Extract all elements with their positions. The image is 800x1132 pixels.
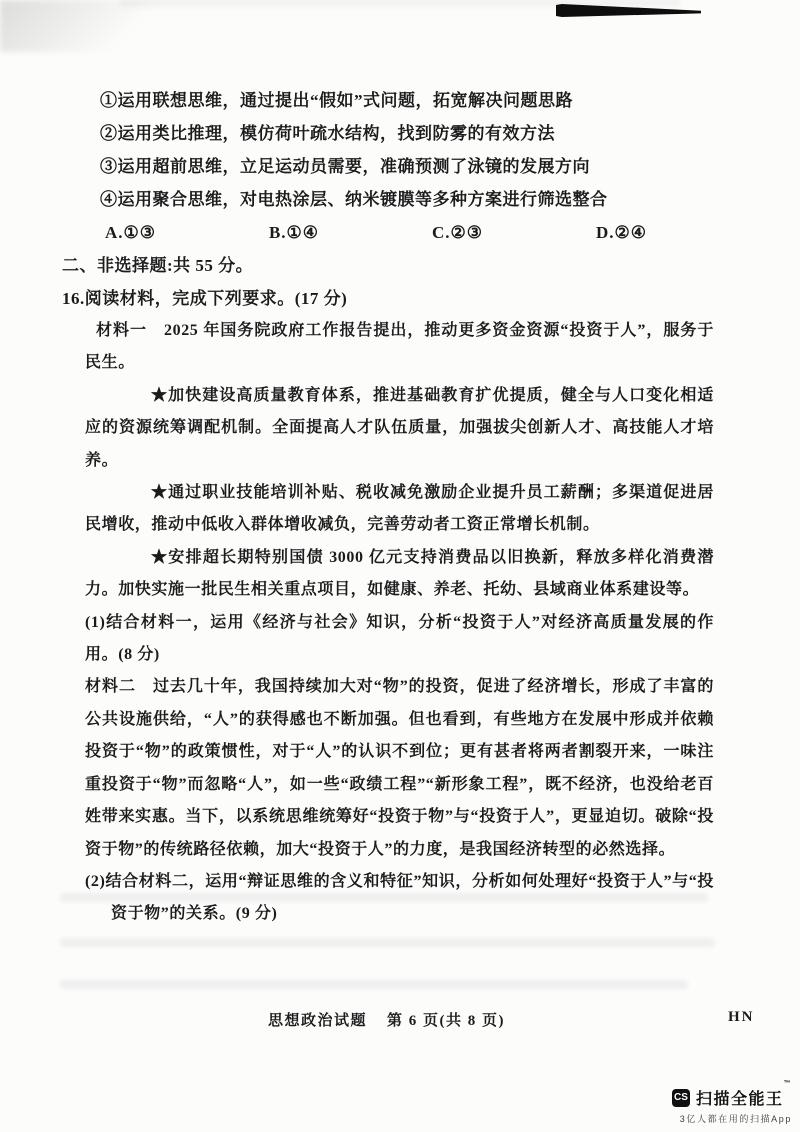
- statement-3: ③运用超前思维，立足运动员需要，准确预测了泳镜的发展方向: [100, 157, 590, 176]
- option-c: C.②③: [432, 223, 484, 242]
- bleed-through-line: [60, 893, 708, 902]
- footer-page-number: 第 6 页(共 8 页): [387, 1013, 506, 1029]
- sub-question-1: (1)结合材料一，运用《经济与社会》知识，分析“投资于人”对经济高质量发展的作用。(8 分): [85, 613, 714, 664]
- material2-label: 材料二: [85, 678, 136, 696]
- material2-paragraph: [85, 671, 714, 865]
- statement-1: ①运用联想思维，通过提出“假如”式问题，拓宽解决问题思路: [100, 91, 573, 110]
- bleed-through-line: [60, 980, 688, 989]
- material2-text: 过去几十年，我国持续加大对“物”的投资，促进了经济增长，形成了丰富的公共设施供给，“人”的获得感也不断加强。但也看到，有些地方在发展中形成并依赖投资于“物”的政策惯性，对于“人”的认识不到位；更有甚者将两者割裂开来，一味注重投资于“物”而忽略“人”，如一些“政绩工程”“新形象工程”，既不经济，也没给老百姓带来实惠。当下，以系统思维统筹好“投资于物”与“投资于人”，更显迫切。破除“投资于物”的传统路径依赖，加大“投资于人”的力度，是我国经济转型的必然选择。: [85, 678, 714, 858]
- section2-header: 二、非选择题:共 55 分。: [62, 256, 254, 275]
- watermark-app-name: 扫描全能王™: [695, 1080, 792, 1108]
- material1-bullet-3: ★安排超长期特别国债 3000 亿元支持消费品以旧换新，释放多样化消费潜力。加快实施一批民生相关重点项目，如健康、养老、托幼、县域商业体系建设等。: [85, 548, 714, 599]
- option-a: A.①③: [105, 223, 157, 242]
- page-footer: [268, 1009, 505, 1030]
- statement-4: ④运用聚合思维，对电热涂层、纳米镀膜等多种方案进行筛选整合: [100, 190, 608, 209]
- watermark-tagline: 3亿人都在用的扫描App: [679, 1114, 792, 1124]
- question15-statements: [100, 84, 714, 216]
- camscanner-watermark: [672, 1080, 792, 1125]
- question16-stem: 16.阅读材料，完成下列要求。(17 分): [62, 289, 348, 308]
- footer-paper-code: HN: [728, 1009, 755, 1025]
- sub-question-2: (2)结合材料二，运用“辩证思维的含义和特征”知识，分析如何处理好“投资于人”与“投资于物”的关系。(9 分): [85, 872, 714, 923]
- watermark-logo-row: [672, 1080, 792, 1109]
- material1-bullet-2: ★通过职业技能培训补贴、税收减免激励企业提升员工薪酬；多渠道促进居民增收，推动中低收入群体增收减负，完善劳动者工资正常增长机制。: [85, 484, 714, 534]
- option-d: D.②④: [595, 223, 647, 242]
- question15-options: [105, 217, 647, 249]
- bleed-through-line: [60, 938, 715, 947]
- material1-label: 材料一: [96, 322, 147, 339]
- material1-text: 2025 年国务院政府工作报告提出，推动更多资金资源“投资于人”，服务于民生。: [85, 322, 714, 372]
- material1-bullet-1: ★加快建设高质量教育体系，推进基础教育扩优提质，健全与人口变化相适应的资源统筹调配机制。全面提高人才队伍质量，加强拔尖创新人才、高技能人才培养。: [85, 386, 714, 469]
- camscanner-cs-icon: CS: [672, 1089, 690, 1107]
- question16-body: [85, 315, 714, 931]
- footer-doc-title: 思想政治试题: [268, 1013, 368, 1029]
- option-b: B.①④: [268, 223, 320, 242]
- trademark-mark: ™: [783, 1080, 792, 1087]
- material1-paragraph: [85, 315, 714, 380]
- statement-2: ②运用类比推理，模仿荷叶疏水结构，找到防雾的有效方法: [100, 124, 555, 143]
- exam-content: [62, 84, 714, 931]
